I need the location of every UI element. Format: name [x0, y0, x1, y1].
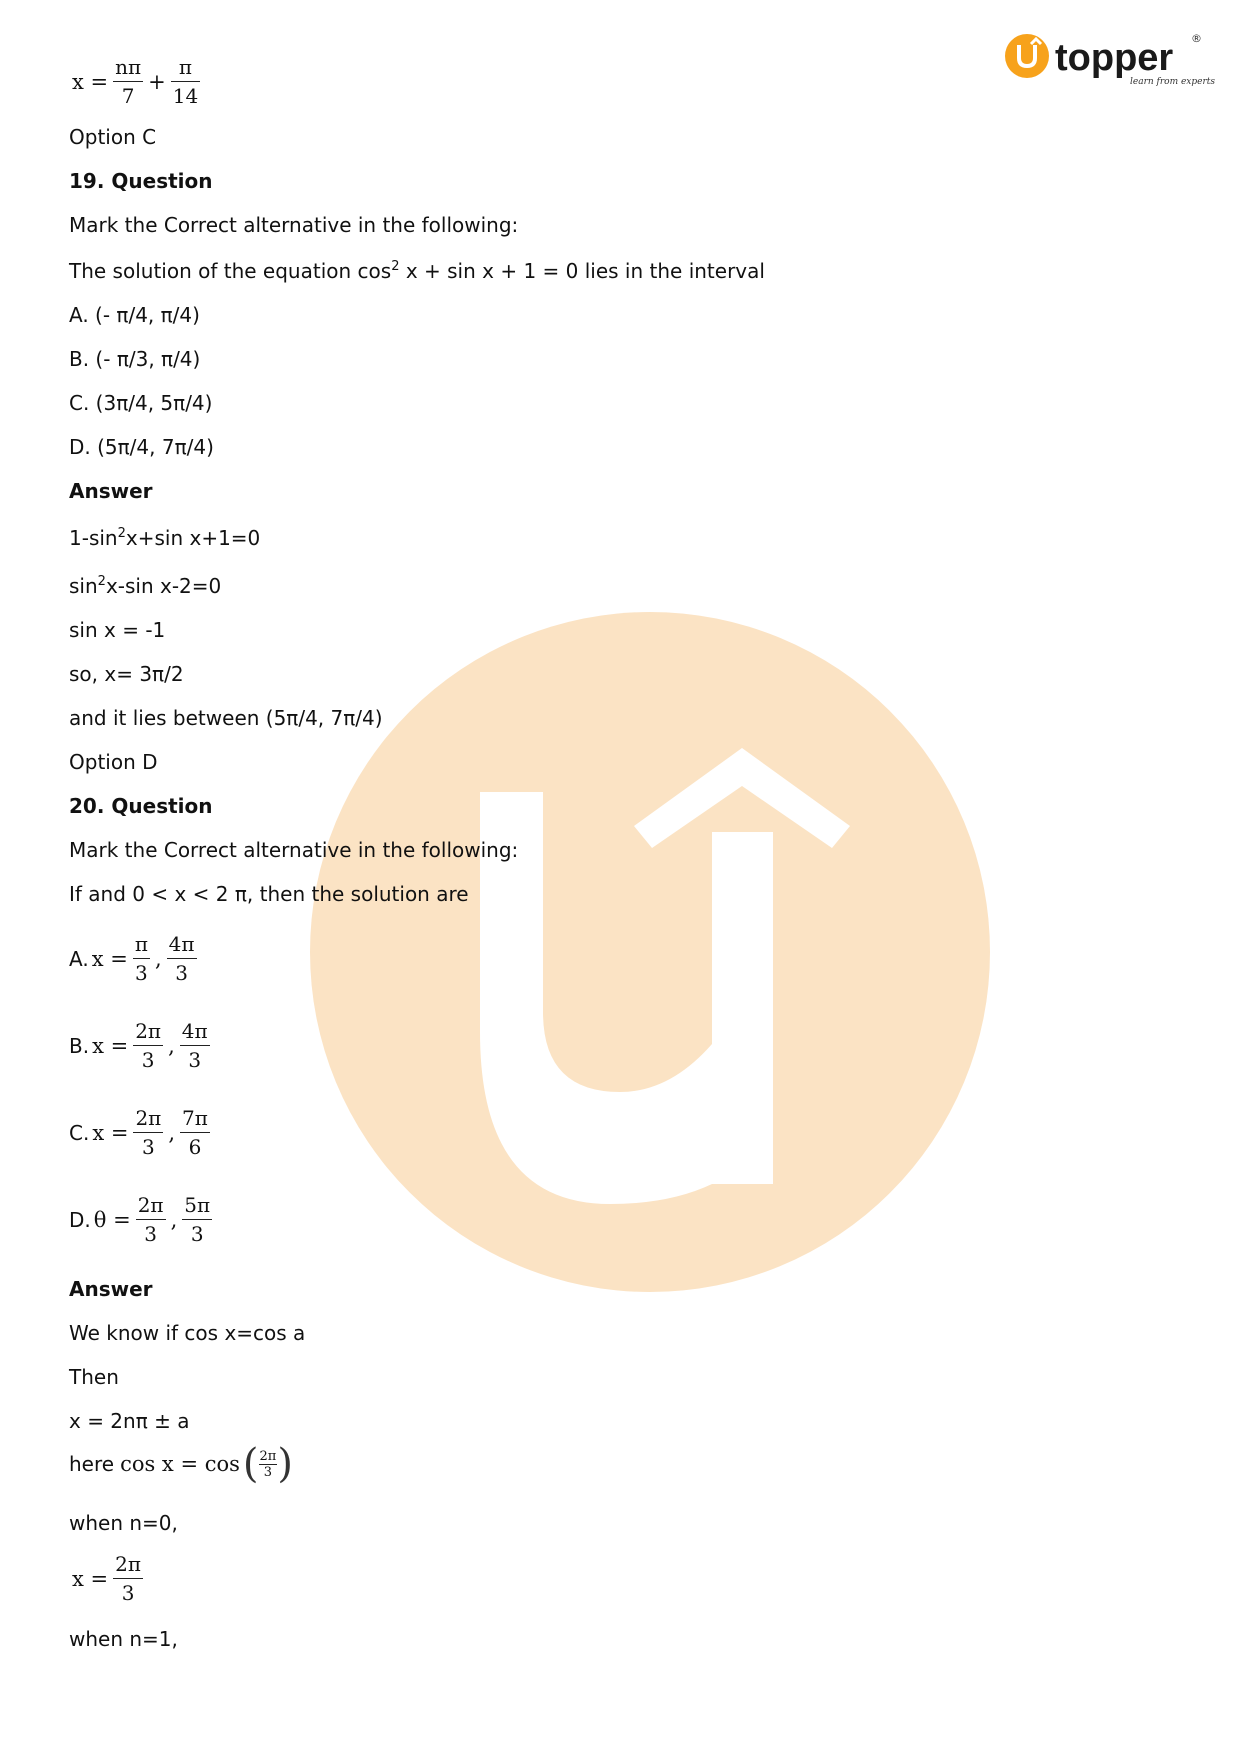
- question-19-step-4: so, x= 3π/2: [69, 662, 184, 686]
- topper-logo: [1005, 28, 1216, 98]
- question-20-answer-line-7: when n=1,: [69, 1627, 178, 1651]
- question-19-option-d: D. (5π/4, 7π/4): [69, 435, 214, 459]
- question-19-step-2: $\sin^2x-\sin$ x-2=0: [69, 574, 222, 598]
- svg-text:®: ®: [1191, 32, 1202, 45]
- question-19-stem: The solution of the equation $\cos^2 x + \sin x + 1 = 0$ lies in the interval: [69, 259, 765, 283]
- question-20-answer-line-3: x = 2nπ ± a: [69, 1409, 190, 1433]
- question-20-option-a: A. x = $\frac{\pi}{3}$ , $\frac{4\pi}{3}$: [69, 932, 195, 985]
- question-20-result: x = $\frac{2\pi}{3}$: [72, 1552, 141, 1605]
- question-20-option-c: C. x = $\frac{2\pi}{3}$ , $\frac{7\pi}{6}$: [69, 1106, 208, 1159]
- top-formula: x = $\frac{n\pi}{7}$ + $\frac{\pi}{14}$: [72, 55, 199, 108]
- question-19-step-1: $1-\sin^2x+\sin$ x+1=0: [69, 526, 261, 550]
- prev-answer-option: Option C: [69, 125, 157, 149]
- question-20-instruction: Mark the Correct alternative in the following:: [69, 838, 519, 862]
- question-20-answer-line-5: when n=0,: [69, 1511, 178, 1535]
- question-20-option-b: B. x = $\frac{2\pi}{3}$ , $\frac{4\pi}{3}$: [69, 1019, 208, 1072]
- question-20-here-line: here cos x = cos ( $\frac{2\pi}{3}$ ): [69, 1441, 293, 1487]
- question-20-stem: If and 0 < x < 2 π, then the solution are: [69, 882, 469, 906]
- question-19-step-3: sin x = -1: [69, 618, 166, 642]
- question-19-conclusion: Option D: [69, 750, 158, 774]
- question-19-step-5: and it lies between (5π/4, 7π/4): [69, 706, 383, 730]
- question-20-answer-heading: Answer: [69, 1277, 153, 1301]
- logo-text: topper: [1055, 37, 1174, 79]
- watermark-logo: [310, 612, 990, 1292]
- logo-u-icon: [1005, 34, 1049, 78]
- question-19-option-b: B. (- π/3, π/4): [69, 347, 201, 371]
- question-19-option-a: A. (- π/4, π/4): [69, 303, 200, 327]
- question-19-heading: 19. Question: [69, 169, 213, 193]
- question-20-answer-line-1: We know if cos x=cos a: [69, 1321, 306, 1345]
- question-20-answer-line-2: Then: [69, 1365, 119, 1389]
- question-19-option-c: C. (3π/4, 5π/4): [69, 391, 213, 415]
- question-20-heading: 20. Question: [69, 794, 213, 818]
- question-20-option-d: D. θ = $\frac{2\pi}{3}$ , $\frac{5\pi}{3}$: [69, 1193, 211, 1246]
- question-19-answer-heading: Answer: [69, 479, 153, 503]
- logo-tagline: learn from experts: [1130, 77, 1216, 87]
- question-19-instruction: Mark the Correct alternative in the following:: [69, 213, 519, 237]
